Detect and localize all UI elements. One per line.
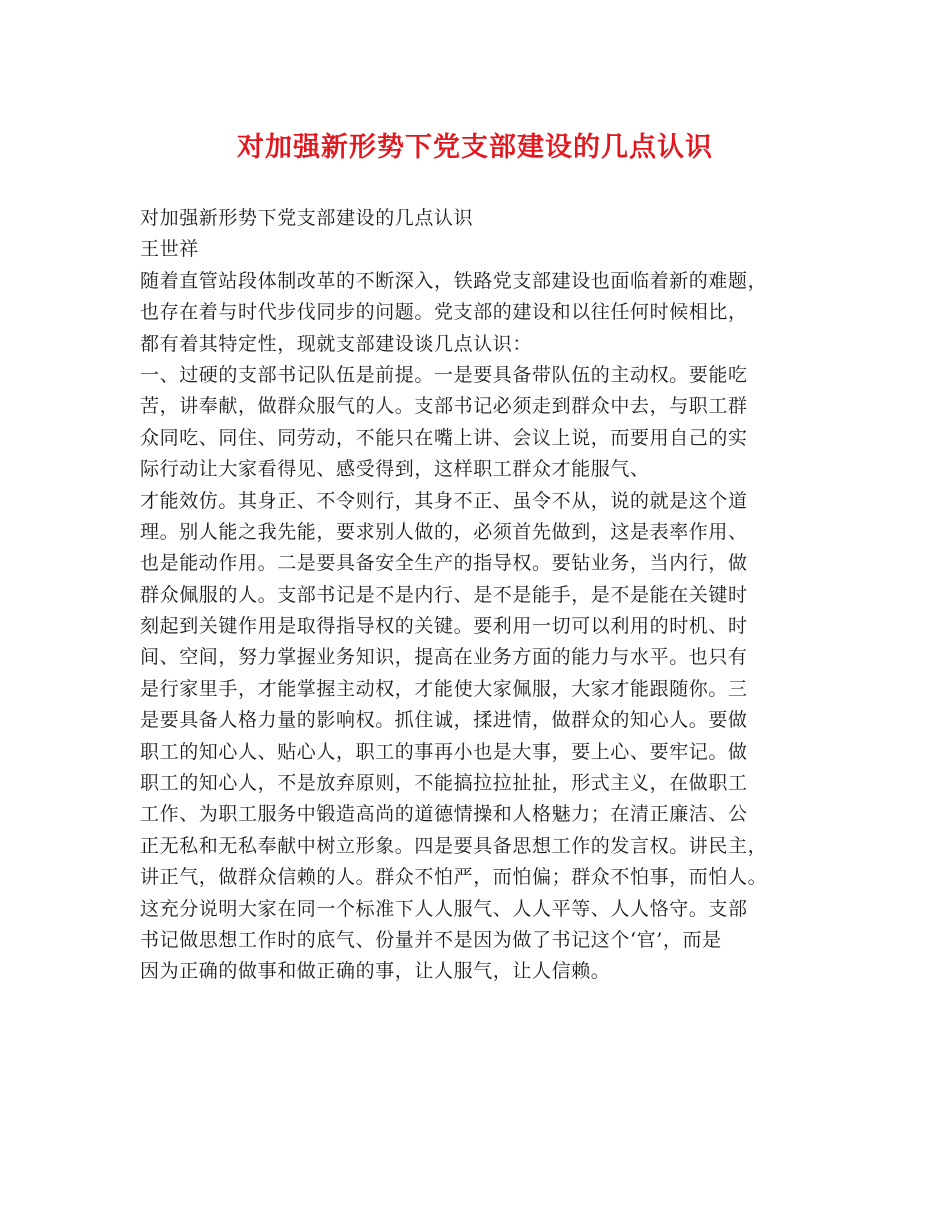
document-title: 对加强新形势下党支部建设的几点认识: [237, 132, 713, 163]
paragraph-line: 一、过硬的支部书记队伍是前提。一是要具备带队伍的主动权。要能吃: [140, 363, 748, 386]
paragraph-line: 这充分说明大家在同一个标准下人人服气、人人平等、人人恪守。支部: [140, 897, 748, 920]
paragraph-line: 工作、为职工服务中锻造高尚的道德情操和人格魅力；在清正廉洁、公: [140, 803, 748, 826]
paragraph-line: 书记做思想工作时的底气、份量并不是因为做了书记这个‘官’，而是: [140, 928, 722, 951]
paragraph-line: 是行家里手，才能掌握主动权，才能使大家佩服，大家才能跟随你。三: [140, 677, 748, 700]
body-subtitle: 对加强新形势下党支部建设的几点认识: [140, 207, 474, 229]
document-body: [140, 203, 840, 988]
paragraph-line: 因为正确的做事和做正确的事，让人服气，让人信赖。: [140, 960, 611, 983]
paragraph-line: 际行动让大家看得见、感受得到，这样职工群众才能服气、: [140, 458, 650, 481]
paragraph-line: 才能效仿。其身正、不令则行，其身不正、虽令不从，说的就是这个道: [140, 489, 748, 512]
paragraph-line: 职工的知心人，不是放弃原则，不能搞拉拉扯扯，形式主义，在做职工: [140, 772, 748, 795]
paragraph-line: 随着直管站段体制改革的不断深入，铁路党支部建设也面临着新的难题，: [140, 269, 768, 292]
author-name: 王世祥: [140, 238, 199, 261]
paragraph-line: 理。别人能之我先能，要求别人做的，必须首先做到，这是表率作用、: [140, 520, 748, 543]
paragraph-line: 也存在着与时代步伐同步的问题。党支部的建设和以往任何时候相比，: [140, 301, 748, 324]
paragraph-line: 众同吃、同住、同劳动，不能只在嘴上讲、会议上说，而要用自己的实: [140, 426, 748, 449]
paragraph-line: 是要具备人格力量的影响权。抓住诚，揉进情，做群众的知心人。要做: [140, 709, 748, 732]
paragraph-line: 职工的知心人、贴心人，职工的事再小也是大事，要上心、要牢记。做: [140, 740, 748, 763]
paragraph-line: 刻起到关键作用是取得指导权的关键。要利用一切可以利用的时机、时: [140, 615, 748, 638]
paragraph-line: 正无私和无私奉献中树立形象。四是要具备思想工作的发言权。讲民主，: [140, 834, 768, 857]
paragraph-line: 群众佩服的人。支部书记是不是内行、是不是能手，是不是能在关键时: [140, 583, 748, 606]
paragraph-line: 间、空间，努力掌握业务知识，提高在业务方面的能力与水平。也只有: [140, 646, 748, 669]
paragraph-line: 苦，讲奉献，做群众服气的人。支部书记必须走到群众中去，与职工群: [140, 395, 748, 418]
paragraph-line: 也是能动作用。二是要具备安全生产的指导权。要钻业务，当内行，做: [140, 552, 748, 575]
paragraph-line: 讲正气，做群众信赖的人。群众不怕严，而怕偏；群众不怕事，而怕人。: [140, 866, 768, 889]
paragraph-line: 都有着其特定性，现就支部建设谈几点认识：: [140, 332, 533, 355]
